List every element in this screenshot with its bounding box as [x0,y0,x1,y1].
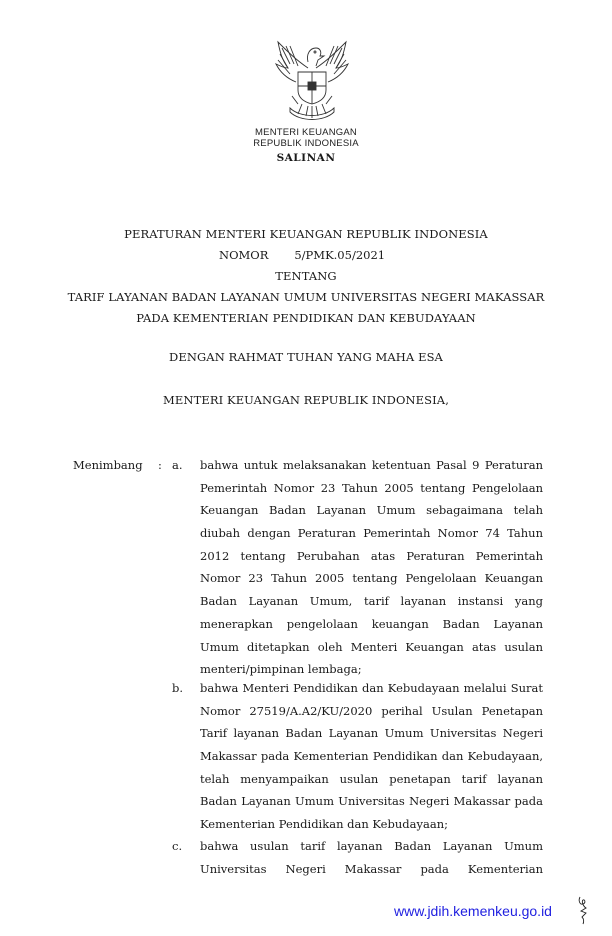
tentang-heading: TENTANG [275,269,337,283]
issuer: MENTERI KEUANGAN REPUBLIK INDONESIA, [163,393,449,407]
text-line: 2012 tentang Perubahan atas Peraturan Pemerintah [200,548,543,563]
text-line: Nomor 27519/A.A2/KU/2020 perihal Usulan Penetapan [200,703,543,718]
text-line: Makassar pada Kementerian Pendidikan dan Kebudayaan, [200,749,543,764]
regulation-number [219,248,385,262]
item-b-text [200,677,543,836]
text-line: Badan Layanan Umum, tarif layanan instansi yang [200,594,543,609]
jdih-website-link[interactable]: www.jdih.kemenkeu.go.id [394,903,552,919]
text-line: bahwa usulan tarif layanan Badan Layanan Umum [200,839,543,853]
ministry-name-line1: MENTERI KEUANGAN [255,127,357,138]
text-line: telah menyampaikan usulan penetapan tarif layanan [200,771,543,786]
text-line: Kementerian Pendidikan dan Kebudayaan; [200,817,448,832]
text-line: Universitas Negeri Makassar pada Kementerian [200,861,543,876]
nomor-label: NOMOR [219,248,269,262]
invocation: DENGAN RAHMAT TUHAN YANG MAHA ESA [169,350,443,364]
text-line: Badan Layanan Umum Universitas Negeri Makassar pada [200,794,543,809]
text-line: menerapkan pengelolaan keuangan Badan Layanan [200,616,543,631]
text-line: Keuangan Badan Layanan Umum sebagaimana telah [200,503,543,518]
text-line: bahwa Menteri Pendidikan dan Kebudayaan melalui Surat [200,681,543,695]
text-line: menteri/pimpinan lembaga; [200,662,362,677]
regulation-title: PERATURAN MENTERI KEUANGAN REPUBLIK INDONESIA [124,227,488,241]
garuda-emblem-icon [268,38,356,124]
item-a-text [200,454,543,681]
subject-line-1: TARIF LAYANAN BADAN LAYANAN UMUM UNIVERSITAS NEGERI MAKASSAR [67,290,545,304]
nomor-value: 5/PMK.05/2021 [294,248,386,262]
ministry-name-line2: REPUBLIK INDONESIA [253,138,359,149]
text-line: Umum ditetapkan oleh Menteri Keuangan atas usulan [200,639,543,654]
item-a-letter: a. [172,458,183,472]
considerations-colon: : [158,458,162,472]
initial-signature-icon [576,895,590,925]
item-b-letter: b. [172,681,184,695]
text-line: diubah dengan Peraturan Pemerintah Nomor 74 Tahun [200,526,543,541]
text-line: Pemerintah Nomor 23 Tahun 2005 tentang Pengelolaan [200,480,543,495]
considerations-label: Menimbang [73,458,143,472]
subject-line-2: PADA KEMENTERIAN PENDIDIKAN DAN KEBUDAYAAN [136,311,476,325]
item-c-letter: c. [172,839,183,853]
item-c-text [200,835,543,880]
text-line: Tarif layanan Badan Layanan Umum Universitas Negeri [200,726,543,741]
text-line: bahwa untuk melaksanakan ketentuan Pasal 9 Peraturan [200,458,543,472]
copy-label: SALINAN [276,152,336,164]
text-line: Nomor 23 Tahun 2005 tentang Pengelolaan Keuangan [200,571,543,586]
